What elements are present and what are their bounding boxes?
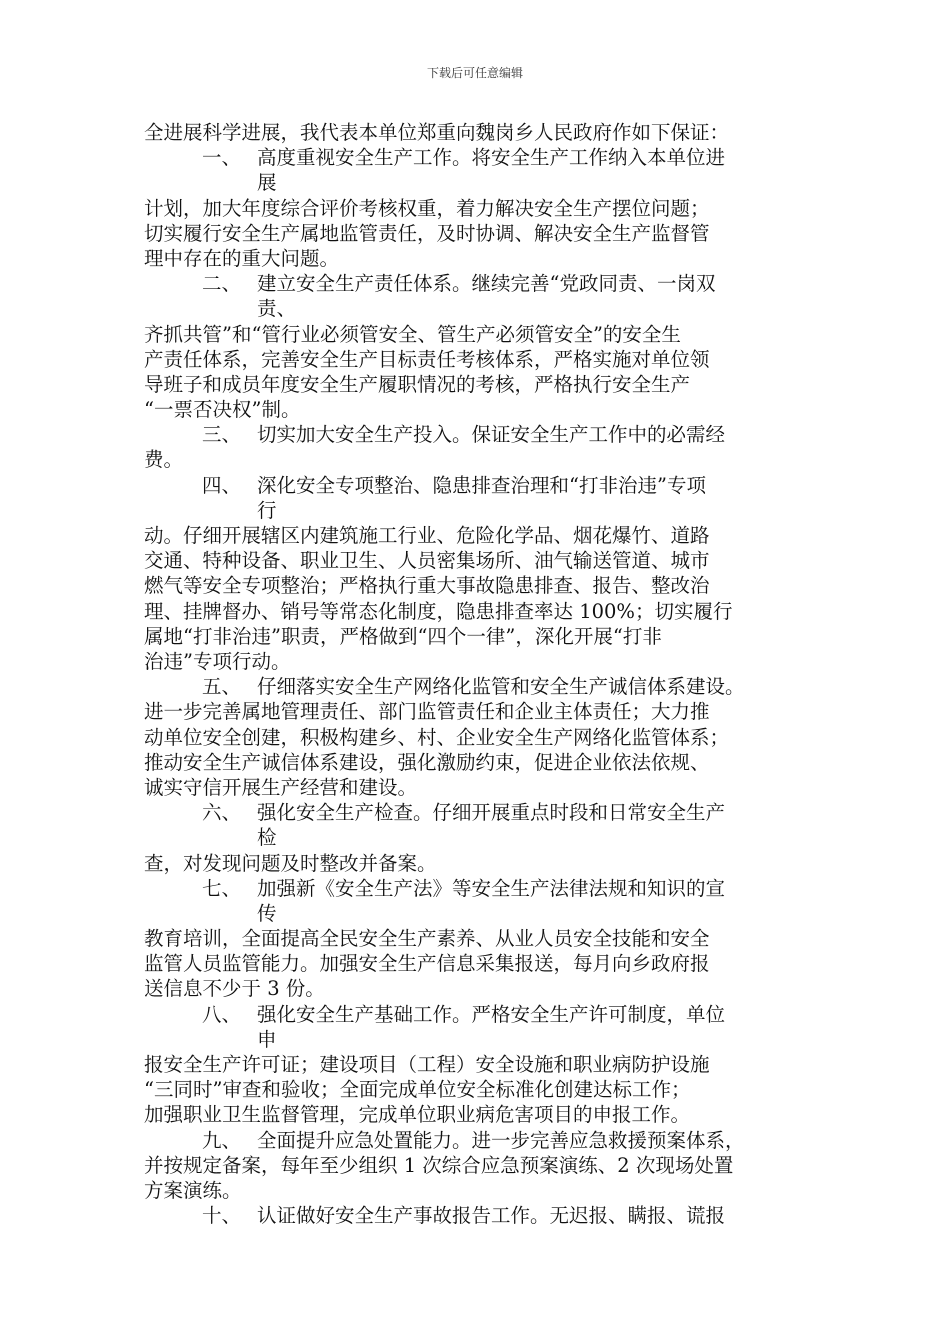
body-line: 并按规定备案，每年至少组织 1 次综合应急预案演练、2 次现场处置 <box>144 1153 734 1177</box>
body-line: 齐抓共管”和“管行业必须管安全、管生产必须管安全”的安全生 <box>144 322 681 346</box>
item-1 <box>144 145 816 271</box>
item-10 <box>144 1203 816 1228</box>
item-7 <box>144 876 816 1002</box>
item-number: 五、 <box>202 675 242 699</box>
item-heading <box>144 674 816 699</box>
body-line: 诚实守信开展生产经营和建设。 <box>144 775 418 799</box>
item-9 <box>144 1128 816 1204</box>
item-title: 加强新《安全生产法》等安全生产法律法规和知识的宣 <box>257 876 726 900</box>
item-6 <box>144 800 816 876</box>
item-number: 七、 <box>202 876 242 900</box>
item-number: 三、 <box>202 423 242 447</box>
item-heading <box>144 1128 816 1153</box>
body-line: 产责任体系，完善安全生产目标责任考核体系，严格实施对单位领 <box>144 347 710 371</box>
body-line: 动。仔细开展辖区内建筑施工行业、危险化学品、烟花爆竹、道路 <box>144 524 710 548</box>
item-number: 十、 <box>202 1204 242 1228</box>
body-line: 导班子和成员年度安全生产履职情况的考核，严格执行安全生产 <box>144 372 691 396</box>
item-title: 强化安全生产检查。仔细开展重点时段和日常安全生产 <box>257 801 726 825</box>
item-5 <box>144 674 816 800</box>
body-line: 报安全生产许可证；建设项目（工程）安全设施和职业病防护设施 <box>144 1053 710 1077</box>
item-heading <box>144 271 816 321</box>
item-title-wrap: 责、 <box>257 297 297 321</box>
body-line: 动单位安全创建，积极构建乡、村、企业安全生产网络化监管体系； <box>144 725 730 749</box>
item-title-wrap: 传 <box>257 901 277 925</box>
item-heading <box>144 473 816 523</box>
item-title-wrap: 检 <box>257 826 277 850</box>
item-number: 八、 <box>202 1002 242 1026</box>
item-title-wrap: 行 <box>257 498 277 522</box>
body-line: 方案演练。 <box>144 1178 242 1202</box>
item-title: 仔细落实安全生产网络化监管和安全生产诚信体系建设。 <box>257 675 745 699</box>
item-heading <box>144 145 816 195</box>
page-header: 下载后可任意编辑 <box>426 66 523 80</box>
item-3 <box>144 422 816 472</box>
item-title: 高度重视安全生产工作。将安全生产工作纳入本单位进 <box>257 146 726 170</box>
body-line: 监管人员监管能力。加强安全生产信息采集报送，每月向乡政府报 <box>144 952 710 976</box>
body-line: “三同时”审查和验收；全面完成单位安全标准化创建达标工作； <box>144 1078 691 1102</box>
item-heading <box>144 1002 816 1052</box>
item-number: 六、 <box>202 801 242 825</box>
body-line: 属地“打非治违”职责，严格做到“四个一律”，深化开展“打非 <box>144 624 662 648</box>
body-line: 切实履行安全生产属地监管责任，及时协调、解决安全生产监督管 <box>144 221 710 245</box>
body-line: 教育培训，全面提高全民安全生产素养、从业人员安全技能和安全 <box>144 927 710 951</box>
item-8 <box>144 1002 816 1128</box>
body-line: 计划，加大年度综合评价考核权重，着力解决安全生产摆位问题； <box>144 196 710 220</box>
body-line: 查，对发现问题及时整改并备案。 <box>144 851 437 875</box>
intro-line: 全进展科学进展，我代表本单位郑重向魏岗乡人民政府作如下保证： <box>144 121 730 144</box>
item-heading <box>144 800 816 850</box>
item-title: 全面提升应急处置能力。进一步完善应急救援预案体系， <box>257 1128 745 1152</box>
item-title: 深化安全专项整治、隐患排查治理和“打非治违”专项 <box>257 473 706 497</box>
item-2 <box>144 271 816 422</box>
item-title-wrap: 申 <box>257 1027 277 1051</box>
body-line: 交通、特种设备、职业卫生、人员密集场所、油气输送管道、城市 <box>144 549 710 573</box>
body-line: 进一步完善属地管理责任、部门监管责任和企业主体责任；大力推 <box>144 700 710 724</box>
item-title: 建立安全生产责任体系。继续完善“党政同责、一岗双 <box>257 272 716 296</box>
body-line: 送信息不少于 3 份。 <box>144 977 325 1001</box>
body-line: 理、挂牌督办、销号等常态化制度，隐患排查率达 100%；切实履行 <box>144 599 733 623</box>
document-body <box>144 120 816 1228</box>
item-heading <box>144 422 816 447</box>
body-line: “一票否决权”制。 <box>144 398 301 422</box>
item-title-wrap: 展 <box>257 171 277 195</box>
item-number: 四、 <box>202 473 242 497</box>
body-line: 燃气等安全专项整治；严格执行重大事故隐患排查、报告、整改治 <box>144 574 710 598</box>
body-line: 理中存在的重大问题。 <box>144 246 340 270</box>
item-number: 九、 <box>202 1128 242 1152</box>
body-line: 治违”专项行动。 <box>144 649 291 673</box>
item-heading <box>144 1203 816 1228</box>
item-title: 强化安全生产基础工作。严格安全生产许可制度，单位 <box>257 1002 726 1026</box>
body-line: 费。 <box>144 448 184 472</box>
item-number: 二、 <box>202 272 242 296</box>
item-4 <box>144 473 816 675</box>
item-number: 一、 <box>202 146 242 170</box>
body-line: 加强职业卫生监督管理，完成单位职业病危害项目的申报工作。 <box>144 1103 691 1127</box>
item-heading <box>144 876 816 926</box>
body-line: 推动安全生产诚信体系建设，强化激励约束，促进企业依法依规、 <box>144 750 710 774</box>
item-title: 切实加大安全生产投入。保证安全生产工作中的必需经 <box>257 423 726 447</box>
item-title: 认证做好安全生产事故报告工作。无迟报、瞒报、谎报 <box>257 1204 726 1228</box>
